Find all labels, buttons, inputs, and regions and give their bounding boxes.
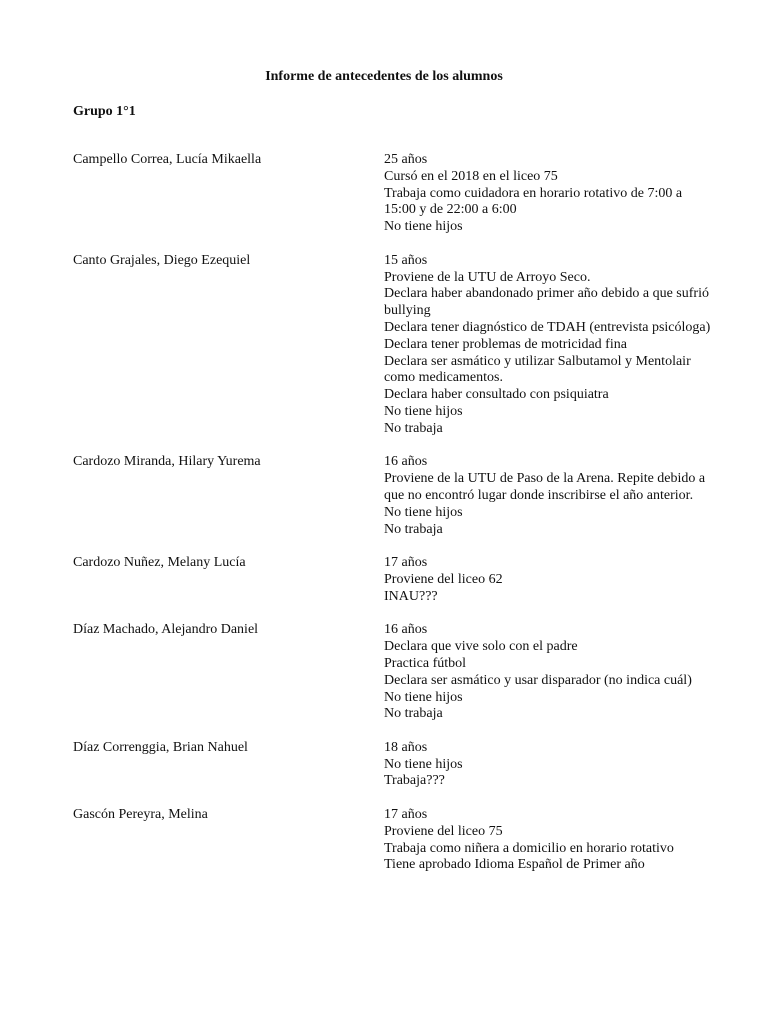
student-entry — [73, 555, 713, 605]
student-note: Proviene del liceo 75 — [384, 823, 503, 839]
student-notes — [384, 454, 713, 538]
student-note: Trabaja como cuidadora en horario rotativo de 7:00 a 15:00 y de 22:00 a 6:00 — [384, 185, 683, 218]
student-note: 15 años — [384, 252, 428, 268]
student-name: Canto Grajales, Diego Ezequiel — [73, 252, 251, 268]
student-note: Proviene de la UTU de Paso de la Arena. Repite debido a que no encontró lugar donde inscribirse el año anterior. — [384, 471, 706, 503]
student-notes — [384, 555, 713, 605]
student-note: Declara ser asmático y usar disparador (no indica cuál) — [384, 672, 692, 688]
student-name: Cardozo Miranda, Hilary Yurema — [73, 454, 261, 470]
student-notes — [384, 622, 713, 723]
student-entry — [73, 740, 713, 790]
student-name: Campello Correa, Lucía Mikaella — [73, 152, 262, 167]
student-note: Declara tener diagnóstico de TDAH (entrevista psicóloga) — [384, 319, 711, 335]
student-note: No tiene hijos — [384, 504, 463, 520]
student-note: Cursó en el 2018 en el liceo 75 — [384, 168, 558, 184]
student-note: Proviene de la UTU de Arroyo Seco. — [384, 269, 591, 285]
student-name: Díaz Correnggia, Brian Nahuel — [73, 739, 248, 755]
student-note: 17 años — [384, 555, 428, 571]
student-note: Practica fútbol — [384, 655, 467, 671]
student-note: Declara haber consultado con psiquiatra — [384, 387, 609, 403]
student-note: 16 años — [384, 454, 428, 470]
student-note: INAU??? — [384, 588, 438, 604]
student-note: No trabaja — [384, 706, 443, 722]
student-note: 25 años — [384, 152, 428, 167]
student-note: Declara haber abandonado primer año debido a que sufrió bullying — [384, 286, 709, 319]
group-title: Grupo 1°1 — [73, 104, 136, 119]
student-entry — [73, 152, 713, 236]
student-entry — [73, 622, 713, 723]
student-notes — [384, 807, 713, 874]
student-note: Trabaja como niñera a domicilio en horario rotativo — [384, 840, 674, 856]
student-note: No tiene hijos — [384, 403, 463, 419]
student-entry — [73, 253, 713, 438]
student-note: No tiene hijos — [384, 689, 463, 705]
student-name: Cardozo Nuñez, Melany Lucía — [73, 555, 246, 571]
student-notes — [384, 253, 713, 438]
student-note: Declara tener problemas de motricidad fina — [384, 336, 627, 352]
student-note: No trabaja — [384, 420, 443, 436]
student-note: No tiene hijos — [384, 219, 463, 235]
student-name: Gascón Pereyra, Melina — [73, 807, 208, 823]
document-title: Informe de antecedentes de los alumnos — [265, 69, 503, 84]
student-note: Proviene del liceo 62 — [384, 571, 503, 587]
student-note: Declara ser asmático y utilizar Salbutamol y Mentolair como medicamentos. — [384, 353, 691, 386]
student-note: No tiene hijos — [384, 756, 463, 772]
student-notes — [384, 740, 713, 790]
student-name: Díaz Machado, Alejandro Daniel — [73, 622, 259, 638]
student-note: Declara que vive solo con el padre — [384, 639, 578, 655]
student-note: 16 años — [384, 622, 428, 638]
student-note: Trabaja??? — [384, 773, 445, 789]
student-entry — [73, 454, 713, 538]
student-list — [73, 152, 713, 891]
student-notes — [384, 152, 713, 236]
student-note: 17 años — [384, 807, 428, 823]
student-entry — [73, 807, 713, 874]
student-note: Tiene aprobado Idioma Español de Primer año — [384, 857, 645, 873]
student-note: 18 años — [384, 739, 428, 755]
student-note: No trabaja — [384, 521, 443, 537]
